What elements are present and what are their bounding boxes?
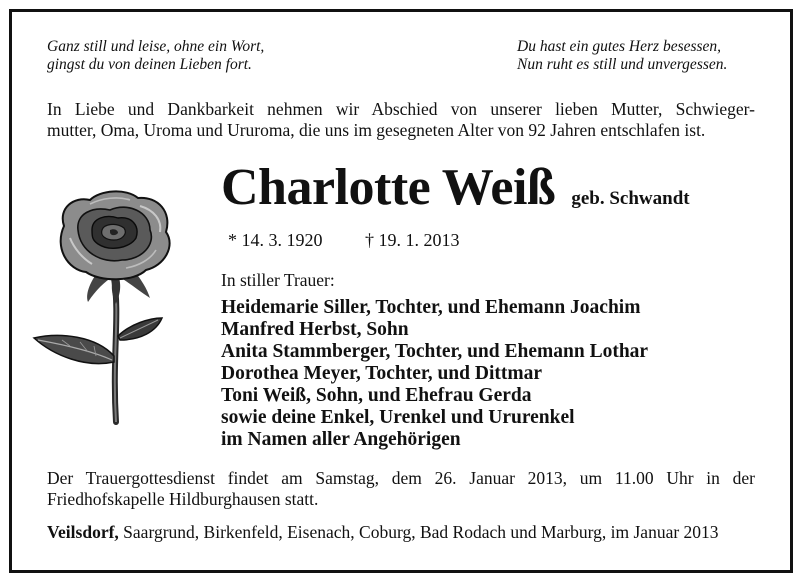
poem-line: Nun ruht es still und unvergessen. (517, 56, 728, 73)
mourner-entry: Dorothea Meyer, Tochter, und Dittmar (221, 363, 543, 384)
deceased-name: Charlotte Weiß (221, 159, 556, 216)
mourner-entry: Anita Stammberger, Tochter, und Ehemann Lothar (221, 341, 649, 362)
rose-icon (30, 186, 190, 426)
mourner-entry: Manfred Herbst, Sohn (221, 319, 409, 340)
intro-text (47, 99, 755, 141)
birth-name: geb. Schwandt (571, 188, 690, 209)
service-line: Friedhofskapelle Hildburghausen statt. (47, 489, 319, 509)
life-dates (228, 230, 460, 251)
footer-locations: Saargrund, Birkenfeld, Eisenach, Coburg, Bad Rodach und Marburg, im Januar 2013 (118, 522, 719, 542)
intro-line: In Liebe und Dankbarkeit nehmen wir Abschied von unserer lieben Mutter, Schwieger- (47, 99, 755, 119)
mourning-label: In stiller Trauer: (221, 270, 335, 290)
service-line: Der Trauergottesdienst findet am Samstag, dem 26. Januar 2013, um 11.00 Uhr in der (47, 468, 755, 488)
footer-place: Veilsdorf, (47, 522, 119, 542)
mourner-entry: Toni Weiß, Sohn, und Ehefrau Gerda (221, 385, 532, 406)
poem-left (47, 38, 264, 74)
mourner-entry: sowie deine Enkel, Urenkel und Ururenkel (221, 407, 575, 428)
poem-right (517, 38, 727, 74)
mourners-list (221, 297, 648, 451)
poem-line: gingst du von deinen Lieben fort. (47, 56, 252, 73)
service-notice (47, 468, 755, 510)
mourner-entry: im Namen aller Angehörigen (221, 429, 461, 450)
death-date: † 19. 1. 2013 (365, 230, 460, 250)
poem-line: Du hast ein gutes Herz besessen, (517, 38, 722, 55)
footer-places (47, 522, 755, 543)
birth-date: * 14. 3. 1920 (228, 230, 323, 250)
poem-line: Ganz still und leise, ohne ein Wort, (47, 38, 265, 55)
intro-line: mutter, Oma, Uroma und Ururoma, die uns im gesegneten Alter von 92 Jahren entschlafen ist. (47, 120, 706, 140)
mourner-entry: Heidemarie Siller, Tochter, und Ehemann Joachim (221, 297, 641, 318)
deceased-heading (221, 158, 690, 217)
